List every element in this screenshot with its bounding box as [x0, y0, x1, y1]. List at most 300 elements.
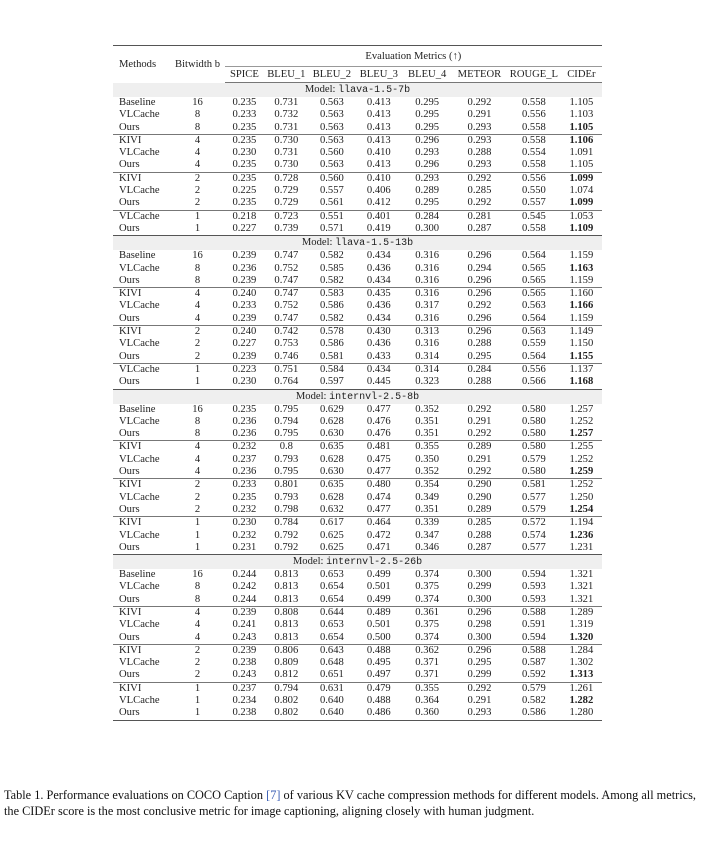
metric-cell-bleu-1: 0.747	[274, 250, 299, 262]
metric-cell-bleu-4: 0.293	[415, 147, 440, 159]
metric-cell-bleu-4: 0.323	[415, 376, 440, 388]
caption-text: of various KV cache compression methods for different models. Among all metrics,	[280, 788, 696, 802]
method-cell: KIVI	[113, 172, 170, 185]
bitwidth-cell: 4	[170, 288, 224, 301]
method-cell: KIVI	[113, 441, 170, 454]
metric-cell-bleu-2: 0.653	[319, 569, 344, 581]
method-cell: VLCache	[119, 657, 160, 669]
method-cell: Ours	[119, 274, 140, 286]
metric-cell-spice: 0.232	[232, 529, 257, 541]
table-row	[113, 210, 602, 223]
metric-cell-bleu-3: 0.435	[355, 288, 402, 301]
metric-cell-rouge-l: 0.558	[521, 222, 546, 234]
table-row	[113, 134, 602, 147]
bitwidth-cell: 16	[192, 97, 203, 108]
metric-cell-bleu-1: 0.792	[274, 529, 299, 541]
method-cell: VLCache	[119, 415, 160, 427]
metric-cell-bleu-2: 0.560	[319, 147, 344, 159]
metric-cell-rouge-l: 0.565	[507, 288, 561, 301]
metric-cell-bleu-2: 0.640	[309, 707, 355, 720]
bitwidth-cell: 2	[170, 479, 224, 492]
metric-cell-spice: 0.237	[232, 453, 257, 465]
bitwidth-cell: 1	[194, 695, 201, 707]
method-cell: Baseline	[119, 403, 156, 415]
method-cell: VLCache	[119, 529, 160, 541]
method-cell: KIVI	[113, 606, 170, 619]
bitwidth-cell: 1	[194, 541, 201, 553]
metric-cell-meteor: 0.284	[452, 363, 507, 376]
metric-cell-bleu-4: 0.361	[403, 606, 452, 619]
metric-cell-bleu-3: 0.499	[366, 569, 391, 581]
metric-cell-meteor: 0.285	[467, 185, 492, 197]
model-label	[113, 555, 602, 570]
metric-cell-bleu-2: 0.628	[319, 453, 344, 465]
method-cell: Ours	[119, 541, 140, 553]
metric-cell-bleu-2: 0.597	[319, 376, 344, 388]
metric-cell-rouge-l: 0.565	[521, 262, 546, 274]
results-table	[113, 45, 602, 721]
table-row	[113, 517, 602, 530]
metric-cell-rouge-l: 0.565	[521, 274, 546, 286]
caption-text: the CIDEr score is the most conclusive metric for image captioning, aligning closely with human judgment.	[4, 804, 535, 818]
bitwidth-cell: 1	[170, 363, 224, 376]
metric-cell-bleu-2: 0.654	[319, 581, 344, 593]
metric-cell-bleu-4: 0.374	[415, 631, 440, 643]
metric-cell-rouge-l: 0.564	[521, 312, 546, 324]
metric-cell-meteor: 0.292	[467, 300, 492, 312]
metric-cell-spice: 0.236	[232, 415, 257, 427]
metric-cell-bleu-1: 0.806	[264, 644, 309, 657]
table-row	[113, 632, 602, 645]
metric-cell-bleu-2: 0.629	[319, 403, 344, 415]
table-row	[113, 326, 602, 339]
header-metric-bleu-1: BLEU_1	[264, 67, 309, 83]
metric-cell-spice: 0.225	[232, 185, 257, 197]
method-cell: VLCache	[119, 695, 160, 707]
metric-cell-spice: 0.233	[232, 109, 257, 121]
table-row	[113, 479, 602, 492]
method-cell: Ours	[113, 707, 170, 720]
metric-cell-spice: 0.218	[225, 210, 264, 223]
table-row	[113, 159, 602, 172]
metric-cell-rouge-l: 0.574	[521, 529, 546, 541]
metric-cell-meteor: 0.293	[467, 159, 492, 171]
metric-cell-cider: 1.250	[569, 491, 594, 503]
metric-cell-bleu-1: 0.729	[274, 197, 299, 209]
table-row	[113, 404, 602, 416]
metric-cell-cider: 1.261	[561, 682, 602, 695]
metric-cell-meteor: 0.291	[467, 453, 492, 465]
metric-cell-bleu-1: 0.746	[274, 350, 299, 362]
metric-cell-bleu-3: 0.412	[366, 197, 391, 209]
metric-cell-bleu-4: 0.295	[415, 121, 440, 133]
metric-cell-rouge-l: 0.577	[521, 491, 546, 503]
table-row	[113, 504, 602, 517]
metric-cell-bleu-4: 0.284	[403, 210, 452, 223]
metric-cell-meteor: 0.295	[467, 657, 492, 669]
metric-cell-bleu-3: 0.436	[366, 300, 391, 312]
metric-cell-bleu-3: 0.480	[355, 479, 402, 492]
metric-cell-meteor: 0.295	[467, 350, 492, 362]
metric-cell-cider: 1.320	[569, 631, 594, 643]
model-name: llava-1.5-7b	[338, 85, 411, 96]
metric-cell-bleu-4: 0.339	[403, 517, 452, 530]
metric-cell-bleu-4: 0.374	[415, 569, 440, 581]
metric-cell-cider: 1.155	[569, 350, 594, 362]
table-row	[113, 197, 602, 210]
metric-cell-bleu-3: 0.445	[366, 376, 391, 388]
method-cell: Ours	[119, 376, 140, 388]
table-row	[113, 275, 602, 288]
metric-cell-bleu-1: 0.752	[274, 262, 299, 274]
bitwidth-cell: 8	[194, 274, 201, 286]
metric-cell-bleu-3: 0.406	[366, 185, 391, 197]
table-row	[113, 416, 602, 428]
metric-cell-cider: 1.053	[561, 210, 602, 223]
metric-cell-meteor: 0.291	[467, 415, 492, 427]
citation-link[interactable]: [7]	[266, 788, 281, 802]
model-name: llava-1.5-13b	[335, 238, 414, 250]
metric-cell-spice: 0.231	[232, 541, 257, 553]
table-row	[113, 657, 602, 669]
metric-cell-bleu-4: 0.354	[403, 479, 452, 492]
metric-cell-cider: 1.168	[569, 376, 594, 388]
metric-cell-spice: 0.235	[225, 134, 264, 147]
metric-cell-bleu-3: 0.413	[366, 159, 391, 171]
metric-cell-bleu-4: 0.300	[415, 222, 440, 234]
metric-cell-rouge-l: 0.594	[521, 631, 546, 643]
metric-cell-meteor: 0.291	[467, 109, 492, 121]
metric-cell-bleu-3: 0.413	[366, 109, 391, 121]
metric-cell-cider: 1.236	[569, 529, 594, 541]
metric-cell-spice: 0.240	[225, 326, 264, 339]
metric-cell-bleu-3: 0.413	[355, 134, 402, 147]
metric-cell-cider: 1.091	[569, 147, 594, 159]
metric-cell-bleu-1: 0.795	[274, 428, 299, 440]
metric-cell-bleu-2: 0.563	[319, 159, 344, 171]
metric-cell-meteor: 0.292	[452, 172, 507, 185]
metric-cell-cider: 1.280	[561, 707, 602, 720]
table-row	[113, 530, 602, 542]
metric-cell-bleu-4: 0.289	[415, 185, 440, 197]
metric-cell-cider: 1.282	[569, 695, 594, 707]
metric-cell-meteor: 0.296	[452, 326, 507, 339]
model-header-row	[113, 389, 602, 404]
bitwidth-cell: 1	[194, 376, 201, 388]
metric-cell-bleu-4: 0.352	[415, 403, 440, 415]
metric-cell-bleu-1: 0.732	[274, 109, 299, 121]
metric-cell-bleu-3: 0.476	[366, 415, 391, 427]
metric-cell-bleu-1: 0.813	[274, 569, 299, 581]
metric-cell-rouge-l: 0.558	[521, 97, 546, 108]
metric-cell-bleu-1: 0.784	[264, 517, 309, 530]
metric-cell-bleu-4: 0.350	[415, 453, 440, 465]
metric-cell-cider: 1.105	[569, 159, 594, 171]
bitwidth-cell: 1	[194, 222, 201, 234]
metric-cell-spice: 0.233	[225, 479, 264, 492]
metric-cell-spice: 0.235	[225, 172, 264, 185]
metric-cell-bleu-1: 0.752	[274, 300, 299, 312]
metric-cell-meteor: 0.300	[467, 593, 492, 605]
metric-cell-bleu-3: 0.433	[366, 350, 391, 362]
metric-cell-bleu-1: 0.753	[274, 338, 299, 350]
metric-cell-bleu-4: 0.346	[415, 541, 440, 553]
metric-cell-bleu-2: 0.586	[319, 338, 344, 350]
metric-cell-rouge-l: 0.577	[521, 541, 546, 553]
metric-cell-cider: 1.137	[561, 363, 602, 376]
metric-cell-rouge-l: 0.588	[507, 606, 561, 619]
metric-cell-bleu-4: 0.371	[415, 657, 440, 669]
metric-cell-cider: 1.099	[561, 172, 602, 185]
metric-cell-rouge-l: 0.556	[507, 172, 561, 185]
metric-cell-bleu-1: 0.808	[264, 606, 309, 619]
metric-cell-bleu-4: 0.295	[415, 109, 440, 121]
metric-cell-bleu-1: 0.747	[264, 288, 309, 301]
metric-cell-rouge-l: 0.588	[507, 644, 561, 657]
metric-cell-bleu-3: 0.434	[366, 312, 391, 324]
metric-cell-meteor: 0.300	[467, 631, 492, 643]
metric-cell-rouge-l: 0.580	[521, 415, 546, 427]
metric-cell-bleu-2: 0.563	[319, 109, 344, 121]
metric-cell-rouge-l: 0.563	[521, 300, 546, 312]
table-row	[113, 492, 602, 504]
metric-cell-spice: 0.236	[232, 262, 257, 274]
metric-cell-meteor: 0.299	[467, 581, 492, 593]
header-bitwidth: Bitwidth b	[175, 58, 221, 70]
metric-cell-bleu-4: 0.374	[415, 593, 440, 605]
bitwidth-cell: 1	[170, 210, 224, 223]
metric-cell-meteor: 0.296	[452, 606, 507, 619]
bitwidth-cell: 16	[192, 569, 203, 581]
metric-cell-spice: 0.233	[232, 300, 257, 312]
metric-cell-cider: 1.252	[569, 415, 594, 427]
metric-cell-spice: 0.243	[232, 669, 257, 681]
metric-cell-bleu-3: 0.497	[366, 669, 391, 681]
metric-cell-bleu-1: 0.809	[274, 657, 299, 669]
metric-cell-bleu-2: 0.651	[319, 669, 344, 681]
table-row	[113, 338, 602, 350]
metric-cell-bleu-4: 0.351	[415, 415, 440, 427]
metric-cell-cider: 1.257	[569, 428, 594, 440]
metric-cell-meteor: 0.292	[452, 682, 507, 695]
metric-cell-rouge-l: 0.554	[521, 147, 546, 159]
bitwidth-cell: 2	[194, 503, 201, 515]
metric-cell-bleu-2: 0.628	[319, 491, 344, 503]
metric-cell-bleu-3: 0.477	[366, 503, 391, 515]
bitwidth-cell: 4	[194, 159, 201, 171]
metric-cell-rouge-l: 0.550	[521, 185, 546, 197]
method-cell: KIVI	[113, 682, 170, 695]
metric-cell-spice: 0.239	[225, 644, 264, 657]
metric-cell-bleu-2: 0.584	[309, 363, 355, 376]
method-cell: Ours	[119, 669, 140, 681]
metric-cell-meteor: 0.290	[452, 479, 507, 492]
metric-cell-spice: 0.239	[225, 606, 264, 619]
method-cell: VLCache	[113, 363, 170, 376]
bitwidth-cell: 8	[194, 109, 201, 121]
metric-cell-meteor: 0.296	[467, 312, 492, 324]
metric-cell-bleu-3: 0.413	[366, 97, 391, 108]
metric-cell-bleu-2: 0.644	[309, 606, 355, 619]
method-cell: VLCache	[119, 300, 160, 312]
metric-cell-spice: 0.239	[232, 312, 257, 324]
metric-cell-spice: 0.235	[232, 403, 257, 415]
model-header-row	[113, 236, 602, 251]
metric-cell-bleu-1: 0.730	[264, 134, 309, 147]
table-row	[113, 263, 602, 275]
table-row	[113, 682, 602, 695]
metric-cell-meteor: 0.291	[467, 695, 492, 707]
table-row	[113, 619, 602, 631]
metric-cell-bleu-1: 0.739	[274, 222, 299, 234]
metric-cell-bleu-2: 0.561	[319, 197, 344, 209]
metric-cell-bleu-4: 0.360	[403, 707, 452, 720]
metric-cell-bleu-3: 0.464	[355, 517, 402, 530]
metric-cell-spice: 0.244	[232, 593, 257, 605]
method-cell: VLCache	[119, 147, 160, 159]
metric-cell-bleu-4: 0.351	[415, 428, 440, 440]
bitwidth-cell: 2	[194, 657, 201, 669]
metric-cell-bleu-4: 0.316	[415, 250, 440, 262]
table-row	[113, 313, 602, 326]
metric-cell-meteor: 0.281	[452, 210, 507, 223]
metric-cell-bleu-2: 0.654	[319, 631, 344, 643]
metric-cell-rouge-l: 0.591	[521, 619, 546, 631]
metric-cell-bleu-1: 0.813	[274, 631, 299, 643]
metric-cell-bleu-4: 0.296	[415, 159, 440, 171]
metric-cell-cider: 1.313	[569, 669, 594, 681]
metric-cell-meteor: 0.290	[467, 491, 492, 503]
metric-cell-meteor: 0.289	[452, 441, 507, 454]
metric-cell-bleu-3: 0.434	[366, 274, 391, 286]
metric-cell-spice: 0.238	[225, 707, 264, 720]
metric-cell-meteor: 0.293	[452, 707, 507, 720]
metric-cell-bleu-1: 0.728	[264, 172, 309, 185]
metric-cell-cider: 1.159	[569, 250, 594, 262]
metric-cell-bleu-4: 0.313	[403, 326, 452, 339]
header-methods: Methods	[119, 58, 157, 70]
metric-cell-rouge-l: 0.579	[521, 503, 546, 515]
metric-cell-bleu-3: 0.436	[366, 338, 391, 350]
bitwidth-cell: 4	[194, 312, 201, 324]
model-label	[113, 389, 602, 404]
metric-cell-meteor: 0.287	[467, 222, 492, 234]
metric-cell-meteor: 0.296	[452, 644, 507, 657]
metric-cell-bleu-1: 0.723	[264, 210, 309, 223]
metric-cell-bleu-1: 0.747	[274, 274, 299, 286]
metric-cell-bleu-1: 0.813	[274, 581, 299, 593]
metric-cell-bleu-1: 0.731	[274, 147, 299, 159]
metric-cell-bleu-2: 0.640	[319, 695, 344, 707]
method-cell: KIVI	[113, 517, 170, 530]
metric-cell-rouge-l: 0.580	[507, 441, 561, 454]
table-row	[113, 109, 602, 121]
metric-cell-meteor: 0.296	[467, 250, 492, 262]
metric-cell-rouge-l: 0.563	[507, 326, 561, 339]
table-row	[113, 606, 602, 619]
method-cell: KIVI	[113, 644, 170, 657]
metric-cell-bleu-4: 0.316	[415, 274, 440, 286]
metric-cell-bleu-2: 0.551	[309, 210, 355, 223]
metric-cell-cider: 1.099	[569, 197, 594, 209]
method-cell: KIVI	[113, 288, 170, 301]
metric-cell-meteor: 0.292	[467, 403, 492, 415]
metric-cell-bleu-4: 0.316	[415, 262, 440, 274]
metric-cell-bleu-2: 0.582	[319, 274, 344, 286]
method-cell: Ours	[119, 350, 140, 362]
metric-cell-spice: 0.232	[232, 503, 257, 515]
bitwidth-cell: 2	[194, 350, 201, 362]
metric-cell-cider: 1.105	[569, 97, 594, 108]
metric-cell-cider: 1.194	[561, 517, 602, 530]
metric-cell-meteor: 0.296	[452, 288, 507, 301]
metric-cell-spice: 0.230	[232, 376, 257, 388]
metric-cell-cider: 1.150	[569, 338, 594, 350]
method-cell: VLCache	[119, 338, 160, 350]
metric-cell-bleu-1: 0.747	[274, 312, 299, 324]
metric-cell-rouge-l: 0.594	[521, 569, 546, 581]
metric-cell-rouge-l: 0.581	[507, 479, 561, 492]
metric-cell-bleu-3: 0.474	[366, 491, 391, 503]
metric-cell-bleu-3: 0.476	[366, 428, 391, 440]
metric-cell-bleu-4: 0.351	[415, 503, 440, 515]
metric-cell-meteor: 0.296	[467, 274, 492, 286]
metric-cell-spice: 0.243	[232, 631, 257, 643]
metric-cell-meteor: 0.300	[467, 569, 492, 581]
metric-cell-bleu-1: 0.802	[274, 695, 299, 707]
metric-cell-cider: 1.163	[569, 262, 594, 274]
bitwidth-cell: 4	[170, 606, 224, 619]
metric-cell-bleu-4: 0.347	[415, 529, 440, 541]
metric-cell-bleu-2: 0.630	[319, 466, 344, 478]
metric-cell-bleu-1: 0.730	[274, 159, 299, 171]
metric-cell-bleu-2: 0.578	[309, 326, 355, 339]
table-row	[113, 97, 602, 109]
metric-cell-cider: 1.231	[569, 541, 594, 553]
metric-cell-bleu-2: 0.563	[309, 134, 355, 147]
bitwidth-cell: 8	[194, 593, 201, 605]
table-row	[113, 594, 602, 607]
metric-cell-spice: 0.236	[232, 466, 257, 478]
metric-cell-rouge-l: 0.558	[521, 159, 546, 171]
metric-cell-cider: 1.252	[569, 453, 594, 465]
metric-cell-meteor: 0.298	[467, 619, 492, 631]
metric-cell-bleu-2: 0.563	[319, 121, 344, 133]
metric-cell-bleu-2: 0.563	[319, 97, 344, 108]
bitwidth-cell: 4	[194, 453, 201, 465]
method-cell: Ours	[119, 222, 140, 234]
metric-cell-cider: 1.321	[569, 569, 594, 581]
metric-cell-meteor: 0.288	[467, 376, 492, 388]
method-cell: Ours	[119, 503, 140, 515]
metric-cell-cider: 1.109	[569, 222, 594, 234]
bitwidth-cell: 2	[170, 644, 224, 657]
header-metric-spice: SPICE	[225, 67, 264, 83]
metric-cell-cider: 1.103	[569, 109, 594, 121]
bitwidth-cell: 2	[194, 491, 201, 503]
metric-cell-cider: 1.149	[561, 326, 602, 339]
header-metric-meteor: METEOR	[452, 67, 507, 83]
metric-cell-cider: 1.159	[569, 312, 594, 324]
metric-cell-rouge-l: 0.564	[521, 250, 546, 262]
metric-cell-rouge-l: 0.593	[521, 593, 546, 605]
metric-cell-bleu-2: 0.630	[319, 428, 344, 440]
metric-cell-spice: 0.235	[232, 97, 257, 108]
metric-cell-bleu-3: 0.477	[366, 403, 391, 415]
method-cell: VLCache	[119, 185, 160, 197]
metric-cell-meteor: 0.293	[452, 134, 507, 147]
method-cell: Ours	[119, 159, 140, 171]
